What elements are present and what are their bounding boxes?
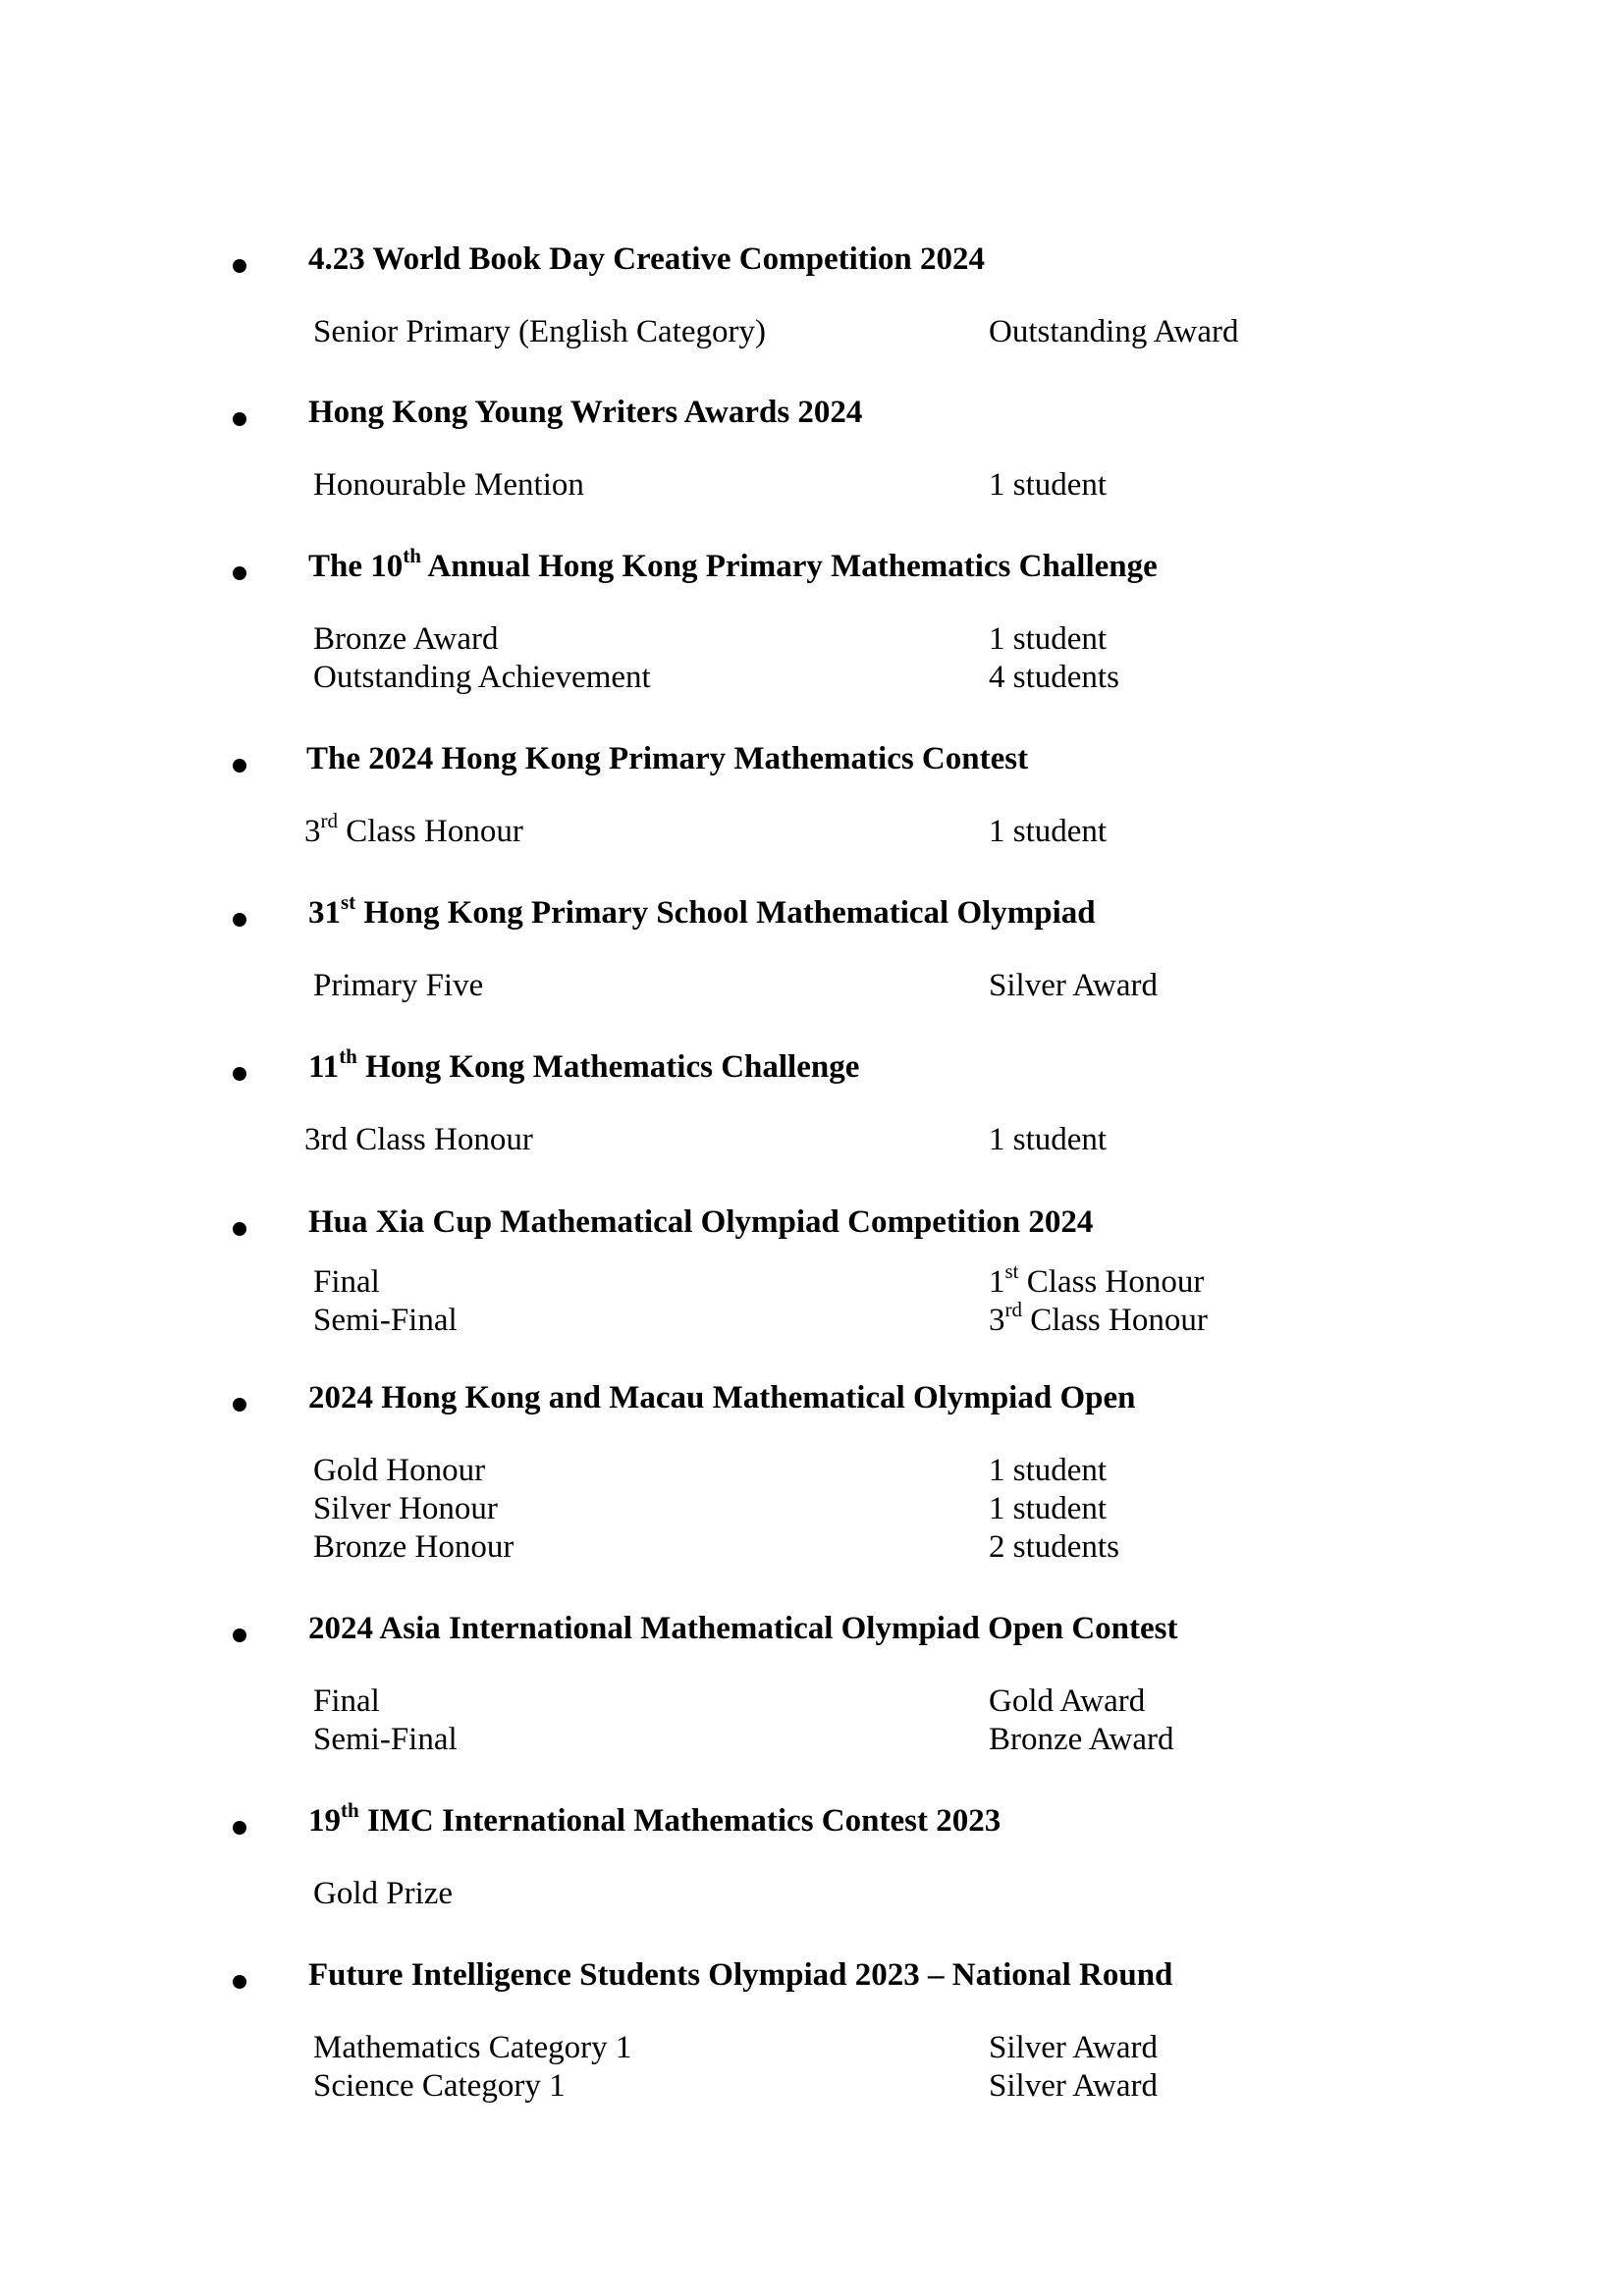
result-value: 1 student <box>989 1122 1108 1157</box>
result-row <box>0 1259 1624 1302</box>
result-row <box>0 1120 1624 1159</box>
result-value: 1 student <box>989 621 1108 657</box>
result-label: Gold Honour <box>313 1453 486 1488</box>
section-heading: 19th IMC International Mathematics Contest 2023 <box>308 1798 1001 1839</box>
result-value: Outstanding Award <box>989 314 1239 349</box>
section-heading: The 10th Annual Hong Kong Primary Mathematics Challenge <box>308 544 1158 584</box>
result-value: 2 students <box>989 1529 1119 1565</box>
bullet-icon <box>233 913 246 927</box>
result-row <box>0 658 1624 697</box>
result-label: Outstanding Achievement <box>313 660 651 695</box>
result-label: Silver Honour <box>313 1491 498 1526</box>
section-heading: Hua Xia Cup Mathematical Olympiad Competition 2024 <box>308 1204 1094 1240</box>
result-label: Honourable Mention <box>313 467 584 503</box>
result-label: Semi-Final <box>313 1303 458 1338</box>
bullet-icon <box>233 566 246 580</box>
result-row <box>0 312 1624 351</box>
result-row <box>0 1298 1624 1340</box>
result-value: 4 students <box>989 660 1119 695</box>
result-row <box>0 465 1624 505</box>
result-row <box>0 1682 1624 1721</box>
section-heading: 2024 Asia International Mathematical Olympiad Open Contest <box>308 1611 1178 1646</box>
bullet-icon <box>233 1398 246 1412</box>
section-heading: 31st Hong Kong Primary School Mathematical Olympiad <box>308 890 1096 931</box>
result-row <box>0 1874 1624 1913</box>
bullet-icon <box>233 1067 246 1081</box>
result-value: Silver Award <box>989 2068 1159 2104</box>
result-value: Bronze Award <box>989 1722 1174 1757</box>
result-value: 3rd Class Honour <box>989 1298 1208 1338</box>
result-value: Silver Award <box>989 968 1159 1003</box>
result-label: Science Category 1 <box>313 2068 566 2104</box>
result-label: 3rd Class Honour <box>304 1122 533 1157</box>
section-heading: Hong Kong Young Writers Awards 2024 <box>308 395 863 430</box>
result-label: Mathematics Category 1 <box>313 2030 632 2065</box>
result-row <box>0 2066 1624 2106</box>
result-value: 1 student <box>989 1453 1108 1488</box>
result-label: Gold Prize <box>313 1876 454 1911</box>
result-row <box>0 1489 1624 1528</box>
bullet-icon <box>233 1975 246 1989</box>
bullet-icon <box>233 759 246 773</box>
section-heading: Future Intelligence Students Olympiad 2023 – National Round <box>308 1957 1173 1993</box>
result-value: 1 student <box>989 1491 1108 1526</box>
result-row <box>0 1720 1624 1759</box>
bullet-icon <box>233 1821 246 1835</box>
result-label: Final <box>313 1264 380 1300</box>
section-heading: The 2024 Hong Kong Primary Mathematics Contest <box>306 741 1029 776</box>
result-row <box>0 966 1624 1005</box>
bullet-icon <box>233 259 246 273</box>
result-label: 3rd Class Honour <box>304 809 523 849</box>
section-heading: 11th Hong Kong Mathematics Challenge <box>308 1044 860 1085</box>
result-row <box>0 619 1624 659</box>
result-label: Bronze Award <box>313 621 499 657</box>
result-label: Primary Five <box>313 968 484 1003</box>
result-label: Semi-Final <box>313 1722 458 1757</box>
result-label: Senior Primary (English Category) <box>313 314 767 349</box>
result-label: Bronze Honour <box>313 1529 514 1565</box>
bullet-icon <box>233 1629 246 1642</box>
result-row <box>0 1451 1624 1490</box>
result-label: Final <box>313 1683 380 1719</box>
result-value: 1st Class Honour <box>989 1259 1205 1300</box>
result-value: Silver Award <box>989 2030 1159 2065</box>
result-row <box>0 1527 1624 1567</box>
result-value: 1 student <box>989 467 1108 503</box>
result-value: 1 student <box>989 814 1108 849</box>
bullet-icon <box>233 1222 246 1236</box>
section-heading: 4.23 World Book Day Creative Competition 2024 <box>308 241 986 277</box>
bullet-icon <box>233 412 246 426</box>
section-heading: 2024 Hong Kong and Macau Mathematical Olympiad Open <box>308 1380 1136 1415</box>
result-row <box>0 2028 1624 2067</box>
result-value: Gold Award <box>989 1683 1146 1719</box>
result-row <box>0 809 1624 851</box>
